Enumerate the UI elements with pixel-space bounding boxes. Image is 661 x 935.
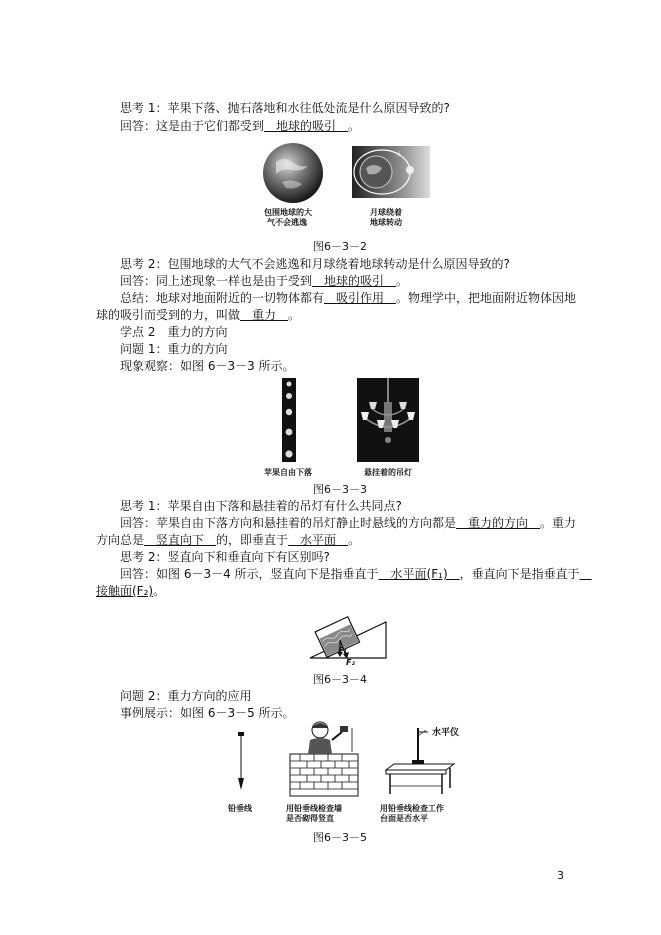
force-f2-label: F₂ xyxy=(346,658,355,667)
figure-caption-6-3-3: 图6－3－3 xyxy=(313,483,367,496)
answer-3-cont: 方向总是＿竖直向下＿的，即垂直于＿水平面＿。 xyxy=(96,533,361,547)
answer-2: 回答：同上述现象一样也是由于受到＿地球的吸引＿。 xyxy=(120,274,409,288)
earth-label-2: 气不会逃逸 xyxy=(267,218,307,227)
figure-caption-6-3-5: 图6－3－5 xyxy=(313,831,367,844)
answer-3: 回答：苹果自由下落方向和悬挂着的吊灯静止时悬线的方向都是＿重力的方向＿。重力 xyxy=(120,516,577,530)
section-heading: 学点 2 重力的方向 xyxy=(120,325,228,339)
moon-orbit-image xyxy=(352,146,430,198)
wall-label-1: 用铅垂线检查墙 xyxy=(286,804,342,813)
figure-caption-6-3-2: 图6－3－2 xyxy=(313,240,367,253)
table-label-1: 用铅垂线检查工作 xyxy=(380,804,444,813)
problem-2-heading: 问题 2：重力方向的应用 xyxy=(120,689,252,703)
observation-line: 现象观察：如图 6－3－3 所示。 xyxy=(120,359,295,373)
summary-line-1: 总结：地球对地面附近的一切物体都有＿吸引作用＿。物理学中，把地面附近物体因地 xyxy=(120,291,577,305)
answer-1: 回答：这是由于它们都受到＿地球的吸引＿。 xyxy=(120,119,361,133)
moon-label-2: 地球转动 xyxy=(370,218,402,227)
level-label: 水平仪 xyxy=(432,728,460,738)
falling-apple-image xyxy=(282,378,296,462)
svg-text:月: 月 xyxy=(396,152,402,158)
plumb-line-label: 铅垂线 xyxy=(228,804,252,813)
figure-caption-6-3-4: 图6－3－4 xyxy=(313,673,367,686)
apple-label: 苹果自由下落 xyxy=(264,468,312,477)
problem-1-heading: 问题 1：重力的方向 xyxy=(120,342,228,356)
answer-4: 回答：如图 6－3－4 所示，竖直向下是指垂直于＿水平面(F₁)＿，垂直向下是指垂直于＿ xyxy=(120,567,592,581)
earth-label-1: 包围地球的大 xyxy=(264,208,312,217)
page-number: 3 xyxy=(557,869,564,882)
hanging-lamp-image xyxy=(357,378,419,462)
example-line: 事例展示：如图 6－3－5 所示。 xyxy=(120,706,295,720)
answer-4-cont: 接触面(F₂)。 xyxy=(96,584,166,598)
question-think-3: 思考 1：苹果自由下落和悬挂着的吊灯有什么共同点? xyxy=(120,499,402,513)
summary-line-2: 球的吸引而受到的力，叫做＿重力＿。 xyxy=(96,308,301,322)
lamp-label: 悬挂着的吊灯 xyxy=(364,468,412,477)
question-think-1: 思考 1：苹果下落、抛石落地和水往低处流是什么原因导致的? xyxy=(120,101,450,115)
earth-image xyxy=(262,142,324,204)
force-f1-label: F₁ xyxy=(338,646,347,655)
table-label-2: 台面是否水平 xyxy=(380,814,428,823)
question-think-2: 思考 2：包围地球的大气不会逃逸和月球绕着地球转动是什么原因导致的? xyxy=(120,257,510,271)
wall-label-2: 是否砌得竖直 xyxy=(286,814,334,823)
brick-wall-image xyxy=(288,718,360,798)
question-think-4: 思考 2：竖直向下和垂直向下有区别吗? xyxy=(120,550,330,564)
plumb-line-image xyxy=(234,732,248,792)
moon-label-1: 月球绕着 xyxy=(370,208,402,217)
